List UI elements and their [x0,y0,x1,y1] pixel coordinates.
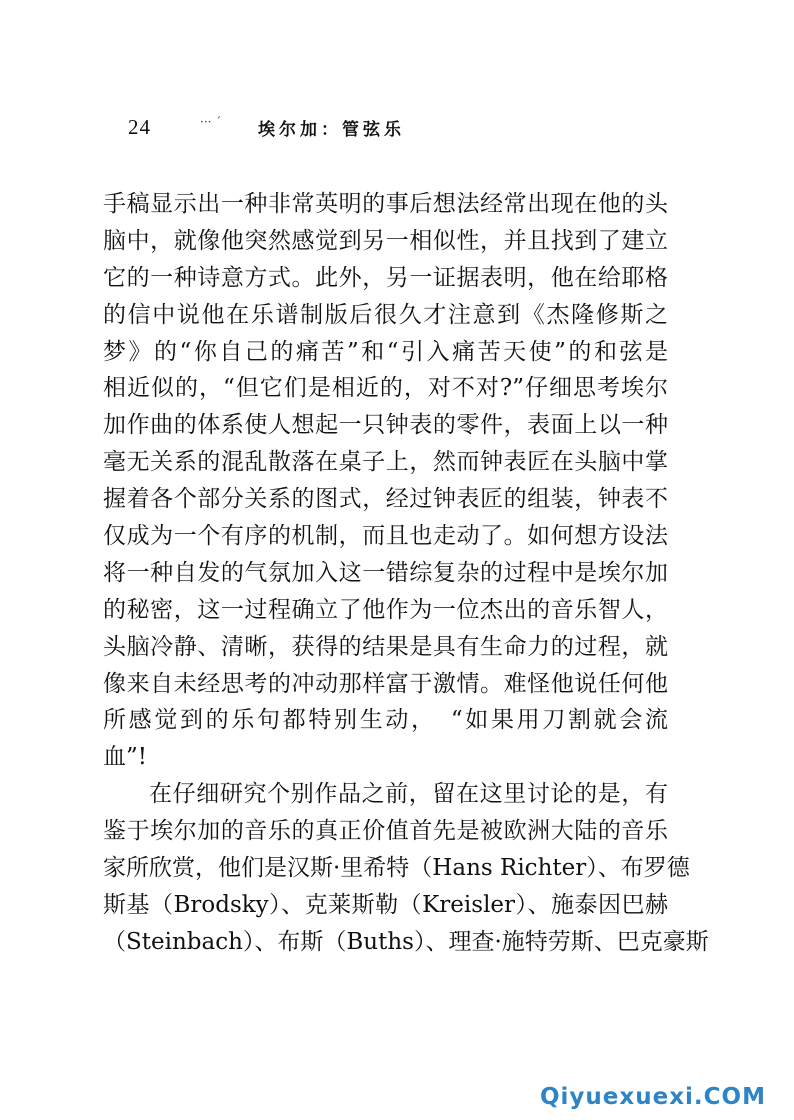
text-line: 鉴于埃尔加的音乐的真正价值首先是被欧洲大陆的音乐 [103,818,668,845]
text-line: 所感觉到的乐句都特别生动， “如果用刀割就会流 [103,707,668,734]
text-line: 仅成为一个有序的机制，而且也走动了。如何想方设法 [103,523,668,550]
text-line: 的信中说他在乐谱制版后很久才注意到《杰隆修斯之 [103,301,668,328]
site-watermark: Qiyuexuexi.COM [540,1084,766,1110]
page-header [128,112,528,142]
text-line: 将一种自发的气氛加入这一错综复杂的过程中是埃尔加 [103,559,668,586]
text-line: 相近似的，“但它们是相近的，对不对?”仔细思考埃尔 [103,375,668,402]
text-line: （Steinbach）、布斯（Buths）、理查·施特劳斯、巴克豪斯 [103,928,709,955]
text-line: 脑中，就像他突然感觉到另一相似性，并且找到了建立 [103,227,668,254]
text-line: 加作曲的体系使人想起一只钟表的零件，表面上以一种 [103,412,668,439]
text-line: 手稿显示出一种非常英明的事后想法经常出现在他的头 [103,191,668,217]
header-ornament: ··· ˊ [200,115,222,129]
text-line: 毫无关系的混乱散落在桌子上，然而钟表匠在头脑中掌 [103,449,668,476]
text-line: 握着各个部分关系的图式，经过钟表匠的组装，钟表不 [103,486,668,513]
running-title: 埃尔加：管弦乐 [258,120,405,140]
text-line: 头脑冷静、清晰，获得的结果是具有生命力的过程，就 [103,633,668,660]
body-text [103,186,709,961]
text-line: 家所欣赏，他们是汉斯·里希特（Hans Richter）、布罗德 [103,855,690,882]
text-line: 它的一种诗意方式。此外，另一证据表明，他在给耶格 [103,264,668,291]
paragraph-first-line: 在仔细研究个别作品之前，留在这里讨论的是，有 [149,781,668,808]
text-line: 梦》的“你自己的痛苦”和“引入痛苦天使”的和弦是 [103,338,668,365]
text-line: 的秘密，这一过程确立了他作为一位杰出的音乐智人， [103,596,668,623]
text-line: 像来自未经思考的冲动那样富于激情。难怪他说任何他 [103,670,668,697]
text-line: 斯基（Brodsky）、克莱斯勒（Kreisler）、施泰因巴赫 [103,891,668,918]
paragraph-last-line: 血”! [103,744,148,771]
page-number: 24 [128,115,151,139]
